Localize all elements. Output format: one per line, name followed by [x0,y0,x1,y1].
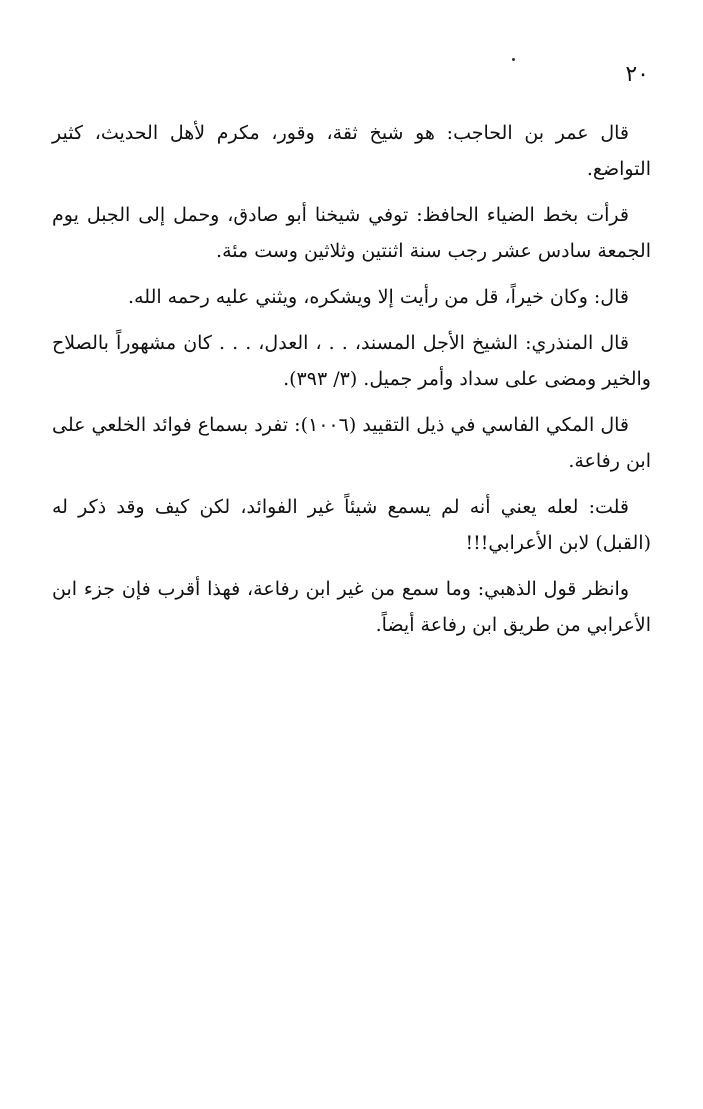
paragraph-2: قرأت بخط الضياء الحافظ: توفي شيخنا أبو صادق، وحمل إلى الجبل يوم الجمعة سادس عشر رجب سنة اثنتين وثلاثين وست مئة. [52,204,651,262]
paragraph-7: وانظر قول الذهبي: وما سمع من غير ابن رفاعة، فهذا أقرب فإن جزء ابن الأعرابي من طريق ابن رفاعة أيضاً. [52,578,651,636]
paragraph-3: قال: وكان خيراً، قل من رأيت إلا ويشكره، ويثني عليه رحمه الله. [128,286,629,308]
paragraph-6: قلت: لعله يعني أنه لم يسمع شيئاً غير الفوائد، لكن كيف وقد ذكر له (القبل) لابن الأعرابي!!! [52,496,651,554]
page-number: ٢٠ [625,62,649,87]
scan-speck [512,58,515,61]
paragraph-5: قال المكي الفاسي في ذيل التقييد (١٠٠٦): تفرد بسماع فوائد الخلعي على ابن رفاعة. [52,414,651,472]
paragraph-4: قال المنذري: الشيخ الأجل المسند، . . ، العدل، . . . كان مشهوراً بالصلاح والخير ومضى على سداد وأمر جميل. (٣/ ٣٩٣). [52,332,651,390]
body-text [52,115,651,653]
paragraph-1: قال عمر بن الحاجب: هو شيخ ثقة، وقور، مكرم لأهل الحديث، كثير التواضع. [52,122,651,180]
